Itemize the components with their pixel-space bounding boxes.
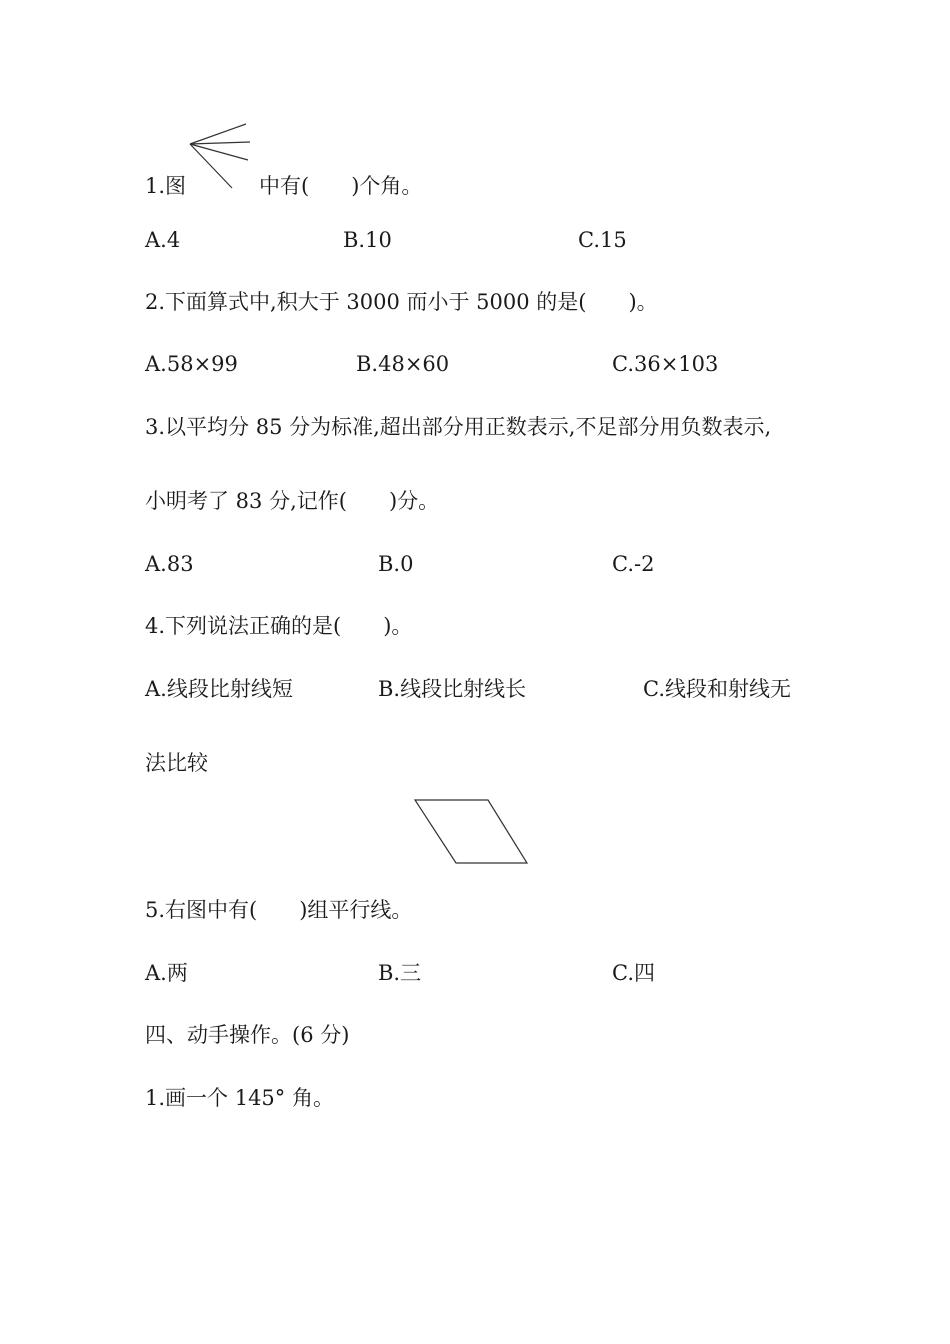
q4-option-a: A.线段比射线短: [145, 677, 293, 701]
parallelogram-shape: [415, 800, 527, 863]
q1-prefix: 1.图: [145, 174, 187, 198]
q1-option-b: B.10: [343, 228, 392, 252]
q4-option-c-continuation: 法比较: [145, 751, 208, 775]
q4-option-b: B.线段比射线长: [378, 677, 527, 701]
q3-option-c: C.-2: [612, 552, 655, 576]
q4-option-c: C.线段和射线无: [643, 677, 791, 701]
q4-text: 4.下列说法正确的是( )。: [145, 614, 413, 638]
q3-option-b: B.0: [378, 552, 414, 576]
q3-option-a: A.83: [145, 552, 194, 576]
q2-option-a: A.58×99: [145, 352, 238, 376]
q5-text: 5.右图中有( )组平行线。: [145, 898, 413, 922]
q5-option-c: C.四: [612, 961, 655, 985]
q5-option-a: A.两: [145, 961, 188, 985]
q2-option-b: B.48×60: [356, 352, 450, 376]
ray-1: [190, 124, 246, 144]
q3-line-2: 小明考了 83 分,记作( )分。: [145, 489, 440, 513]
parallelogram-figure: [412, 796, 532, 868]
q2-text: 2.下面算式中,积大于 3000 而小于 5000 的是( )。: [145, 290, 658, 314]
section-4-title: 四、动手操作。(6 分): [145, 1023, 350, 1047]
q3-line-1: 3.以平均分 85 分为标准,超出部分用正数表示,不足部分用负数表示,: [145, 415, 772, 439]
ray-2: [190, 142, 250, 144]
rays-angle-figure: [186, 118, 256, 194]
ray-4: [190, 144, 232, 188]
q1-option-a: A.4: [145, 228, 181, 252]
q1-suffix: 中有( )个角。: [259, 174, 423, 198]
q1-option-c: C.15: [578, 228, 627, 252]
ray-3: [190, 144, 248, 160]
q2-option-c: C.36×103: [612, 352, 719, 376]
q5-option-b: B.三: [378, 961, 422, 985]
section-4-question-1: 1.画一个 145° 角。: [145, 1086, 334, 1110]
